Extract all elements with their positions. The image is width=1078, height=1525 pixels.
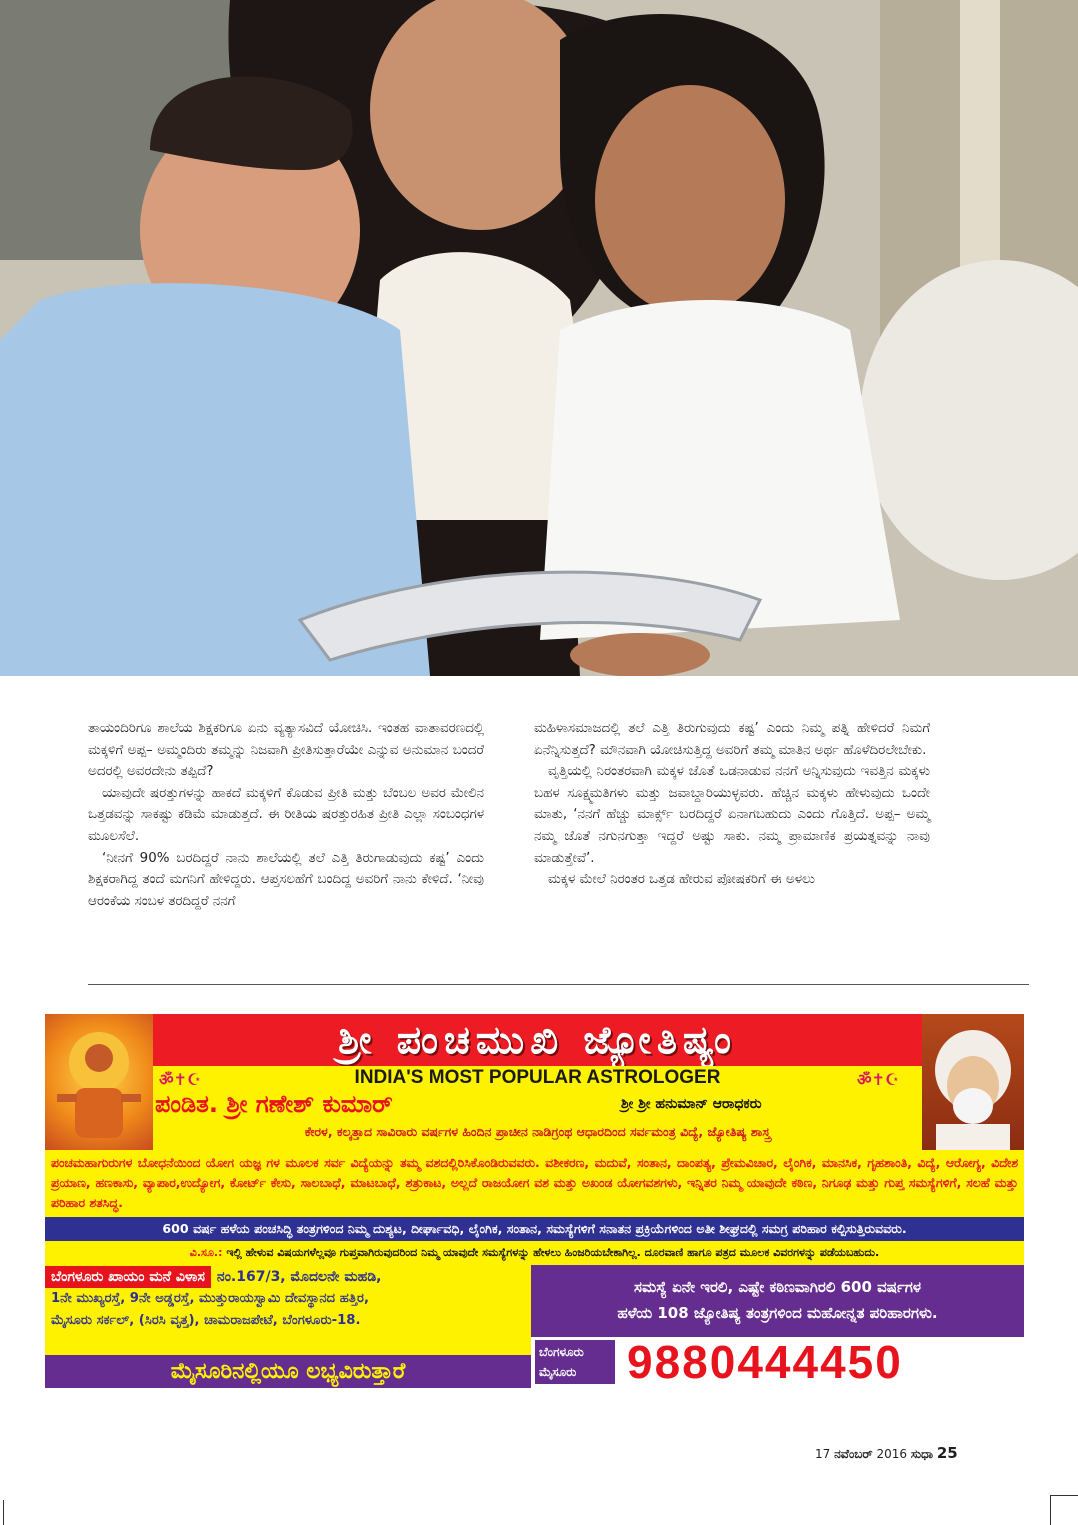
city-name: ಮೈಸೂರು	[539, 1365, 577, 1379]
section-divider	[88, 984, 1029, 985]
ad-services-text: ಪಂಚಮಹಾಗುರುಗಳ ಬೋಧನೆಯಿಂದ ಯೋಗ ಯಜ್ಞ ಗಳ ಮೂಲಕ ಸರ್ವ ವಿದ್ಯೆಯನ್ನು ತಮ್ಮ ವಶದಲ್ಲಿರಿಸಿಕೊಂಡಿರುವವರು. ವಶೀಕರಣ, ಮದುವೆ, ಸಂತಾನ, ದಾಂಪತ್ಯ, ಪ್ರೇಮವಿಚಾರ, ಲೈಂಗಿಕ, ಮಾನಸಿಕ, ಗೃಹಶಾಂತಿ, ವಿದ್ಯೆ, ಆರೋಗ್ಯ, ವಿದೇಶ ಪ್ರಯಾಣ, ಹಣಕಾಸು, ವ್ಯಾಪಾರ,ಉದ್ಯೋಗ, ಕೋರ್ಟ್ ಕೇಸು, ಸಾಲಬಾಧೆ, ಮಾಟಬಾಧೆ, ಶತ್ರುಕಾಟ, ಅಲ್ಲದೆ ರಾಜಯೋಗ ವಶ ಮತ್ತು ಅಖಂಡ ಯೋಗವಶಗಳು, ಇನ್ನಿತರ ನಿಮ್ಮ ಯಾವುದೇ ಕಠಿಣ, ನಿಗೂಢ ಮತ್ತು ಗುಪ್ತ ಸಮಸ್ಯೆಗಳಿಗೆ, ಸಲಹೆ ಮತ್ತು ಪರಿಹಾರ ಶತಸಿದ್ಧ.	[45, 1150, 1024, 1217]
ad-header-yellow	[153, 1066, 922, 1150]
ad-note	[45, 1241, 1024, 1265]
portrait-icon	[922, 1014, 1024, 1150]
city-name: ಬೆಂಗಳೂರು	[539, 1345, 584, 1359]
ad-cities	[535, 1340, 615, 1384]
address-line: ಮೈಸೂರು ಸರ್ಕಲ್, (ಸಿರಸಿ ವೃತ್ತ), ಚಾಮರಾಜಪೇಟೆ, ಬೆಂಗಳೂರು-18.	[51, 1313, 361, 1328]
ad-phone-number: 9880444450	[627, 1336, 903, 1388]
note-text: ಇಲ್ಲಿ ಹೇಳುವ ವಿಷಯಗಳೆಲ್ಲವೂ ಗುಪ್ತವಾಗಿರುವುದರಿಂದ ನಿಮ್ಮ ಯಾವುದೇ ಸಮಸ್ಯೆಗಳನ್ನು ಹೇಳಲು ಹಿಂಜರಿಯಬೇಕಾಗಿಲ್ಲ. ದೂರವಾಣಿ ಹಾಗೂ ಪತ್ರದ ಮೂಲಕ ವಿವರಗಳನ್ನು ಪಡೆಯಬಹುದು.	[226, 1246, 880, 1259]
paragraph: ಮಕ್ಕಳ ಮೇಲೆ ನಿರಂತರ ಒತ್ತಡ ಹೇರುವ ಪೋಷಕರಿಗೆ ಈ ಅಳಲು	[548, 872, 815, 888]
religious-symbols-icon: ॐ✝☪	[159, 1070, 202, 1089]
page-number: 25	[936, 1444, 958, 1462]
paragraph: ಮಹಿಳಾಸಮಾಜದಲ್ಲಿ ತಲೆ ಎತ್ತಿ ತಿರುಗುವುದು ಕಷ್ಟ’ ಎಂದು ನಿಮ್ಮ ಪತ್ನಿ ಹೇಳಿದರೆ ನಿಮಗೆ ಏನೆನ್ನಿಸುತ್ತದೆ? ಮೌನವಾಗಿ ಯೋಚಿಸುತ್ತಿದ್ದ ಅವರಿಗೆ ತಮ್ಮ ಮಾತಿನ ಅರ್ಥ ಹೊಳೆದಿರಲೇಬೇಕು.	[534, 721, 930, 758]
folio-year: 2016	[876, 1447, 908, 1461]
ad-availability: ಮೈಸೂರಿನಲ್ಲಿಯೂ ಲಭ್ಯವಿರುತ್ತಾರೆ	[45, 1355, 531, 1388]
ad-address-block	[45, 1265, 531, 1355]
sai-baba-portrait	[922, 1014, 1024, 1150]
promise-line: ಹಳೆಯ 108 ಜ್ಯೋತಿಷ್ಯ ತಂತ್ರಗಳಿಂದ ಮಹೋನ್ನತ ಪರಿಹಾರಗಳು.	[617, 1304, 938, 1322]
ad-title-band	[153, 1014, 922, 1066]
article-column-right	[534, 718, 930, 891]
religious-symbols-icon: ॐ✝☪	[857, 1070, 900, 1089]
ad-title: ಶ್ರೀ ಪಂಚಮುಖಿ ಜ್ಯೋತಿಷ್ಯಂ	[338, 1017, 737, 1062]
crop-mark	[1050, 1495, 1051, 1525]
note-prefix: ವಿ.ಸೂ.:	[189, 1246, 223, 1259]
address-label: ಬೆಂಗಳೂರು ಖಾಯಂ ಮನೆ ವಿಳಾಸ	[45, 1266, 211, 1288]
ad-blue-band: 600 ವರ್ಷ ಹಳೆಯ ಪಂಚಸಿದ್ಧಿ ತಂತ್ರಗಳಿಂದ ನಿಮ್ಮ ದುಶ್ಯಟ, ದೀರ್ಘಾವಧಿ, ಲೈಂಗಿಕ, ಸಂತಾನ, ಸಮಸ್ಯೆಗಳಿಗೆ ಸನಾತನ ಪ್ರಕ್ರಿಯೆಗಳಿಂದ ಅತೀ ಶೀಘ್ರದಲ್ಲಿ ಸಮಗ್ರ ಪರಿಹಾರ ಕಲ್ಪಿಸುತ್ತಿರುವವರು.	[45, 1217, 1024, 1241]
paragraph: ಯಾವುದೇ ಷರತ್ತುಗಳನ್ನು ಹಾಕದೆ ಮಕ್ಕಳಿಗೆ ಕೊಡುವ ಪ್ರೀತಿ ಮತ್ತು ಬೆಂಬಲ ಅವರ ಮೇಲಿನ ಒತ್ತಡವನ್ನು ಸಾಕಷ್ಟು ಕಡಿಮೆ ಮಾಡುತ್ತದೆ. ಈ ರೀತಿಯ ಷರತ್ತುರಹಿತ ಪ್ರೀತಿ ಎಲ್ಲಾ ಸಂಬಂಧಗಳ ಮೂಲಸೆಲೆ.	[88, 785, 484, 844]
paragraph: ‘ನೀನಗೆ 90% ಬರದಿದ್ದರೆ ನಾನು ಶಾಲೆಯಲ್ಲಿ ತಲೆ ಎತ್ತಿ ತಿರುಗಾಡುವುದು ಕಷ್ಟ’ ಎಂದು ಶಿಕ್ಷಕರಾಗಿದ್ದ ತಂದೆ ಮಗನಿಗೆ ಹೇಳಿದ್ದರು. ಆಪ್ತಸಲಹೆಗೆ ಬಂದಿದ್ದ ಅವರಿಗೆ ನಾನು ಕೇಳಿದೆ. ‘ನೀವು ಆರಂಕೆಯ ಸಂಬಳ ತರದಿದ್ದರೆ ನನಗೆ	[88, 850, 484, 909]
ad-heritage-line: ಕೇರಳ, ಕಲ್ಕತ್ತಾದ ಸಾವಿರಾರು ವರ್ಷಗಳ ಹಿಂದಿನ ಪ್ರಾಚೀನ ನಾಡಿಗ್ರಂಥ ಆಧಾರದಿಂದ ಸರ್ವಮಂತ್ರ ವಿದ್ಯೆ, ಜ್ಯೋತಿಷ್ಯ ಶಾಸ್ತ್ರ	[304, 1124, 771, 1139]
article-column-left	[88, 718, 484, 912]
photo-illustration	[0, 0, 1078, 676]
crop-mark	[1050, 1495, 1078, 1496]
ad-phone-row	[531, 1337, 1024, 1388]
article-photo	[0, 0, 1078, 676]
ad-tagline: INDIA'S MOST POPULAR ASTROLOGER	[354, 1067, 721, 1088]
paragraph: ತಾಯಂದಿರಿಗೂ ಶಾಲೆಯ ಶಿಕ್ಷಕರಿಗೂ ಏನು ವ್ಯತ್ಯಾಸವಿದೆ ಯೋಚಿಸಿ. ಇಂತಹ ವಾತಾವರಣದಲ್ಲಿ ಮಕ್ಕಳಿಗೆ ಅಪ್ಪ– ಅಮ್ಮಂದಿರು ತಮ್ಮನ್ನು ನಿಜವಾಗಿ ಪ್ರೀತಿಸುತ್ತಾರೆಯೇ ಎನ್ನುವ ಅನುಮಾನ ಬಂದರೆ ಅದರಲ್ಲಿ ಅವರದೇನು ತಪ್ಪಿದೆ?	[88, 721, 484, 780]
paragraph: ವೃತ್ತಿಯಲ್ಲಿ ನಿರಂತರವಾಗಿ ಮಕ್ಕಳ ಜೊತೆ ಒಡನಾಡುವ ನನಗೆ ಅನ್ನಿಸುವುದು ಇವತ್ತಿನ ಮಕ್ಕಳು ಬಹಳ ಸೂಕ್ಷ್ಮಮತಿಗಳು ಮತ್ತು ಜವಾಬ್ದಾರಿಯುಳ್ಳವರು. ಹೆಚ್ಚಿನ ಮಕ್ಕಳು ಹೇಳುವುದು ಒಂದೇ ಮಾತು, ‘ನನಗೆ ಹೆಚ್ಚು ಮಾರ್ಕ್ಸ್ ಬರದಿದ್ದರೆ ಏನಾಗಬಹುದು ಎಂದು ಗೊತ್ತಿದೆ. ಅಪ್ಪ– ಅಮ್ಮ ನಮ್ಮ ಜೊತೆ ನಗುನಗುತ್ತಾ ಇದ್ದರೆ ಅಷ್ಟು ಸಾಕು. ನಮ್ಮ ಪ್ರಾಮಾಣಿಕ ಪ್ರಯತ್ನವನ್ನು ನಾವು ಮಾಡುತ್ತೇವೆ’.	[534, 764, 930, 866]
deity-icon	[45, 1014, 153, 1150]
folio-magazine: ಸುಧಾ	[910, 1447, 934, 1461]
ad-promise	[531, 1265, 1024, 1337]
page-folio	[815, 1444, 958, 1462]
astrologer-name: ಪಂಡಿತ. ಶ್ರೀ ಗಣೇಶ್ ಕುಮಾರ್	[155, 1090, 393, 1118]
astrologer-advertisement	[45, 1014, 1024, 1388]
astrologer-worship: ಶ್ರೀ ಶ್ರೀ ಹನುಮಾನ್ ಆರಾಧಕರು	[621, 1096, 762, 1112]
folio-month: ನವೆಂಬರ್	[834, 1447, 873, 1461]
address-line: 1ನೇ ಮುಖ್ಯರಸ್ತೆ, 9ನೇ ಅಡ್ಡರಸ್ತೆ, ಮುತ್ತುರಾಯಸ್ವಾಮಿ ದೇವಸ್ಥಾನದ ಹತ್ತಿರ,	[51, 1291, 370, 1306]
folio-day: 17	[815, 1447, 831, 1461]
address-line: ನಂ.167/3, ಮೊದಲನೇ ಮಹಡಿ,	[216, 1269, 382, 1285]
crop-mark	[3, 1500, 4, 1525]
promise-line: ಸಮಸ್ಯೆ ಏನೇ ಇರಲಿ, ಎಷ್ಟೇ ಕಠಿಣವಾಗಿರಲಿ 600 ವರ್ಷಗಳ	[634, 1278, 921, 1296]
hanuman-deity-image	[45, 1014, 153, 1150]
